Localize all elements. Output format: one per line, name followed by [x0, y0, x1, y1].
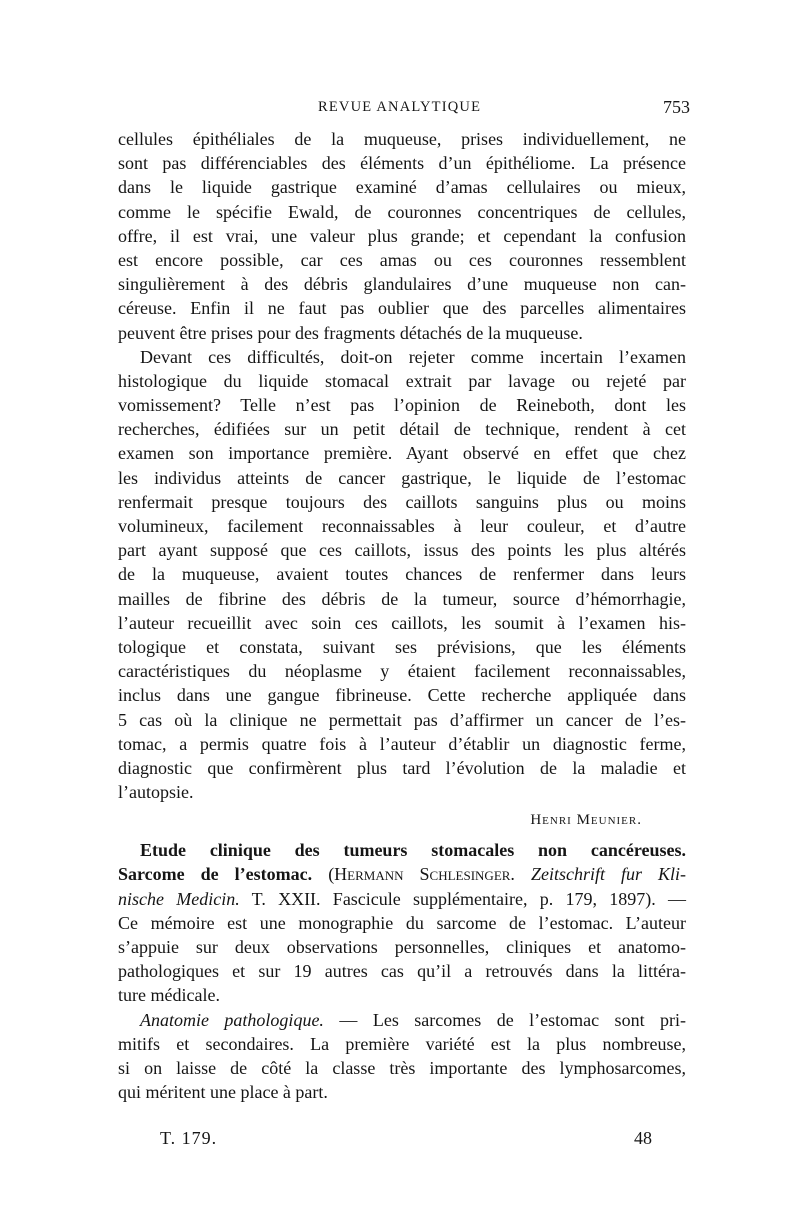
text-line: ture médicale. [118, 985, 220, 1006]
signature-number: 48 [634, 1128, 652, 1148]
text-line: 5 cas où la clinique ne permettait pas d’affirmer un cancer de l’es- [118, 709, 686, 730]
text-line: tologique et constata, suivant ses prévisions, que les éléments [118, 636, 686, 657]
text-line: les individus atteints de cancer gastrique, le liquide de l’estomac [118, 467, 686, 488]
text-line: l’auteur recueillit avec soin ces caillots, les soumit à l’examen his- [118, 612, 686, 633]
volume-number: T. 179. [160, 1128, 218, 1148]
paragraph-cytology [118, 127, 686, 345]
text-line: mailles de fibrine des débris de la tumeur, source d’hémorrhagie, [118, 588, 686, 609]
page-body [118, 127, 686, 1104]
section-heading: Anatomie pathologique. [140, 1009, 324, 1030]
paragraph-anatomy [118, 1008, 686, 1105]
text-run: — Les sarcomes de l’estomac sont pri- [339, 1009, 687, 1030]
page-header [118, 96, 690, 120]
author-signature: Henri Meunier. [530, 812, 642, 829]
text-line: examen son importance première. Ayant observé en effet que chez [118, 443, 686, 464]
text-line: renfermait presque toujours des caillots sanguins plus ou moins [118, 491, 686, 512]
article-citation-line [118, 862, 686, 886]
article-citation-line [118, 887, 686, 911]
text-line: céreuse. Enfin il ne faut pas oublier que des parcelles alimentaires [118, 298, 686, 319]
text-line [118, 1008, 686, 1032]
text-line: sont pas différenciables des éléments d’un épithéliome. La présence [118, 153, 686, 174]
text-line: Devant ces difficultés, doit-on rejeter comme incertain l’examen [140, 346, 686, 367]
paragraph-reineboth [118, 345, 686, 805]
text-line: cellules épithéliales de la muqueuse, prises individuellement, ne [118, 129, 686, 149]
text-line: vomissement? Telle n’est pas l’opinion de Reineboth, dont les [118, 395, 686, 416]
text-line: comme le spécifie Ewald, de couronnes concentriques de cellules, [118, 201, 686, 222]
page-footer [160, 1128, 652, 1154]
text-line: inclus dans une gangue fibrineuse. Cette recherche appliquée dans [118, 685, 686, 706]
text-line: qui méritent une place à part. [118, 1082, 328, 1103]
text-line: Ce mémoire est une monographie du sarcome de l’estomac. L’auteur [118, 912, 686, 933]
text-line: volumineux, facilement reconnaissables à leur couleur, et d’autre [118, 516, 686, 536]
text-line: offre, il est vrai, une valeur plus grande; et cependant la confusion [118, 225, 686, 246]
running-title: REVUE ANALYTIQUE [318, 99, 482, 115]
text-line: histologique du liquide stomacal extrait par lavage ou rejeté par [118, 370, 686, 391]
text-line: peuvent être prises pour des fragments détachés de la muqueuse. [118, 322, 583, 343]
text-line: singulièrement à des débris glandulaires d’une muqueuse non can- [118, 274, 686, 295]
article-author: (Hermann Schlesinger. [328, 864, 515, 885]
text-line: recherches, édifiées sur un petit détail de technique, rendent à cet [118, 419, 686, 440]
journal-name-continued: nische Medicin. [118, 888, 240, 909]
text-line: si on laisse de côté la classe très importante des lymphosarcomes, [118, 1057, 686, 1078]
text-line: l’autopsie. [118, 782, 194, 803]
text-line: pathologiques et sur 19 autres cas qu’il a retrouvés dans la littéra- [118, 961, 686, 982]
text-line: tomac, a permis quatre fois à l’auteur d’établir un diagnostic ferme, [118, 733, 686, 754]
text-line: mitifs et secondaires. La première variété est la plus nombreuse, [118, 1033, 686, 1054]
citation-details: T. XXII. Fascicule supplémentaire, p. 179, 1897). — [251, 888, 686, 909]
text-line: de la muqueuse, avaient toutes chances de renfermer dans leurs [118, 564, 686, 585]
article-review [118, 838, 686, 1007]
page-number: 753 [663, 97, 690, 117]
article-subtitle: Sarcome de l’estomac. [118, 864, 313, 885]
text-line: s’appuie sur deux observations personnelles, cliniques et anatomo- [118, 937, 686, 957]
text-line: part ayant supposé que ces caillots, issus des points les plus altérés [118, 540, 686, 561]
text-line: caractéristiques du néoplasme y étaient facilement reconnaissables, [118, 661, 686, 682]
text-line: dans le liquide gastrique examiné d’amas cellulaires ou mieux, [118, 177, 686, 198]
journal-name: Zeitschrift fur Kli- [530, 864, 687, 885]
text-line: diagnostic que confirmèrent plus tard l’évolution de la maladie et [118, 757, 686, 778]
text-line: est encore possible, car ces amas ou ces couronnes ressemblent [118, 249, 686, 270]
article-title: Etude clinique des tumeurs stomacales non cancéreuses. [140, 840, 686, 861]
